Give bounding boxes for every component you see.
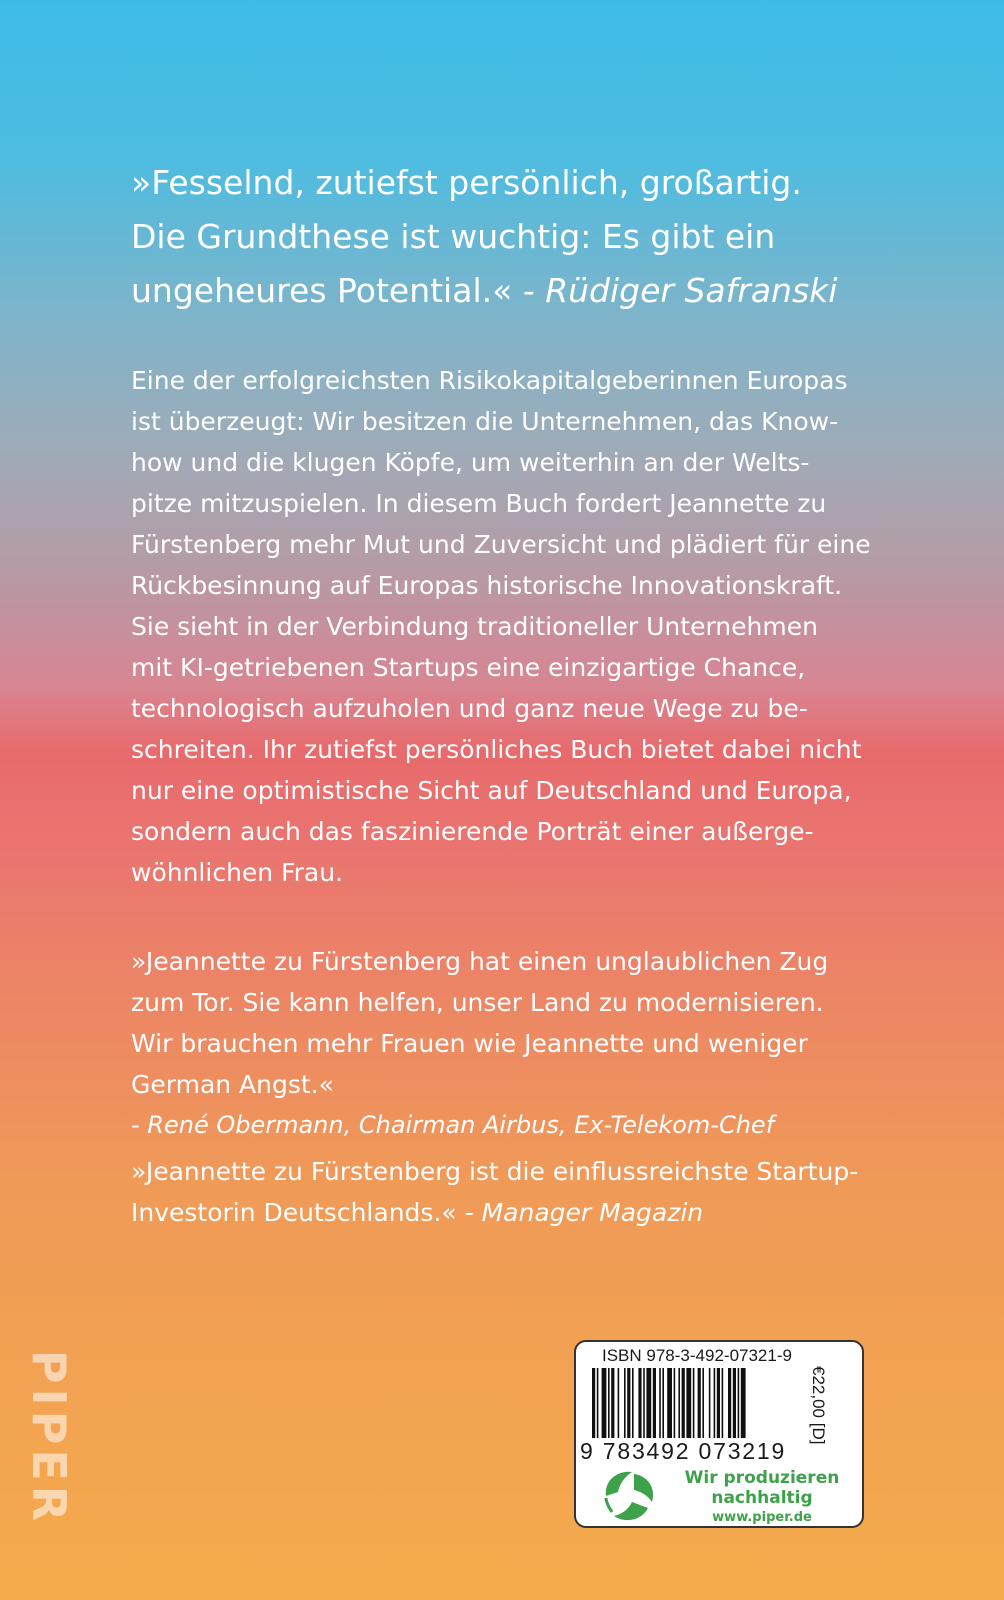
barcode-bar: [597, 1368, 599, 1438]
barcode-bar: [698, 1368, 701, 1438]
barcode-bar: [627, 1368, 630, 1438]
description-line: nur eine optimistische Sicht auf Deutschland und Europa,: [131, 776, 852, 805]
barcode-digits: 9 783492 073219: [580, 1438, 787, 1464]
isbn-number: ISBN 978-3-492-07321-9: [602, 1346, 792, 1365]
barcode-bar: [682, 1368, 685, 1438]
quote-source: - Manager Magazin: [464, 1198, 704, 1227]
description-line: pitze mitzuspielen. In diesem Buch fordert Jeannette zu: [131, 489, 827, 518]
description-line: Fürstenberg mehr Mut und Zuversicht und plädiert für eine: [131, 530, 871, 559]
barcode-bar: [686, 1368, 691, 1438]
description-line: sondern auch das faszinierende Porträt einer außerge-: [131, 817, 814, 846]
barcode-bar: [678, 1368, 680, 1438]
quote-attribution: - René Obermann, Chairman Airbus, Ex-Telekom-Chef: [131, 1111, 775, 1139]
description-line: Sie sieht in der Verbindung traditioneller Unternehmen: [131, 612, 818, 641]
quote-line: Wir brauchen mehr Frauen wie Jeannette und weniger: [131, 1029, 808, 1058]
description-line: Rückbesinnung auf Europas historische Innovationskraft.: [131, 571, 843, 600]
lead-quote: [131, 156, 891, 318]
quote-line: »Jeannette zu Fürstenberg ist die einflussreichste Startup-: [131, 1157, 859, 1186]
barcode-bar: [659, 1368, 661, 1438]
barcode-bar: [646, 1368, 651, 1438]
quote-line-with-source: [131, 1192, 891, 1233]
lead-quote-line-3: ungeheures Potential.«: [131, 271, 513, 310]
price-label: €22,00 [D]: [809, 1366, 828, 1445]
quote-line: German Angst.«: [131, 1070, 334, 1099]
quote-line: »Jeannette zu Fürstenberg hat einen unglaublichen Zug: [131, 947, 829, 976]
barcode-label: [574, 1340, 864, 1528]
barcode-bar: [592, 1368, 595, 1438]
barcode-bar: [638, 1368, 641, 1438]
endorsement-quote-obermann: [131, 941, 891, 1146]
barcode-bar: [643, 1368, 645, 1438]
barcode-bar: [632, 1368, 634, 1438]
barcode-bar: [611, 1368, 614, 1438]
barcode-bar: [624, 1368, 626, 1438]
lead-quote-author: - Rüdiger Safranski: [522, 271, 838, 310]
quote-line: Investorin Deutschlands.«: [131, 1198, 457, 1227]
barcode-bar: [741, 1368, 746, 1438]
barcode-bar: [733, 1368, 736, 1438]
barcode-bar: [717, 1368, 720, 1438]
publisher-url: www.piper.de: [712, 1510, 812, 1525]
barcode-icon: [592, 1368, 798, 1438]
barcode-bar: [602, 1368, 607, 1438]
book-description: [131, 360, 891, 893]
barcode-bar: [693, 1368, 695, 1438]
description-line: technologisch aufzuholen und ganz neue Wege zu be-: [131, 694, 808, 723]
description-line: wöhnlichen Frau.: [131, 858, 344, 887]
barcode-bar: [618, 1368, 620, 1438]
barcode-bar: [674, 1368, 676, 1438]
description-line: Eine der erfolgreichsten Risikokapitalgeberinnen Europas: [131, 366, 848, 395]
barcode-bar: [667, 1368, 672, 1438]
barcode-bar: [662, 1368, 664, 1438]
barcode-bar: [608, 1368, 610, 1438]
leaf-recycle-icon: [598, 1466, 662, 1526]
eco-line-1: Wir produzieren: [684, 1468, 840, 1488]
barcode-bar: [738, 1368, 740, 1438]
barcode-bar: [722, 1368, 724, 1438]
barcode-bar: [709, 1368, 711, 1438]
lead-quote-line-1: »Fesselnd, zutiefst persönlich, großartig.: [131, 163, 802, 202]
eco-line-2: nachhaltig: [711, 1488, 813, 1508]
publisher-name: PIPER: [22, 1349, 77, 1527]
endorsement-quote-manager-magazin: [131, 1151, 891, 1233]
eco-label: [672, 1468, 852, 1528]
description-line: ist überzeugt: Wir besitzen die Unternehmen, das Know-: [131, 407, 839, 436]
lead-quote-line-2: Die Grundthese ist wuchtig: Es gibt ein: [131, 217, 776, 256]
barcode-bar: [728, 1368, 731, 1438]
publisher-logo: [22, 1348, 77, 1528]
description-line: mit KI-getriebenen Startups eine einzigartige Chance,: [131, 653, 806, 682]
description-line: schreiten. Ihr zutiefst persönliches Buch bietet dabei nicht: [131, 735, 862, 764]
description-line: how und die klugen Köpfe, um weiterhin an der Welts-: [131, 448, 810, 477]
barcode-bar: [653, 1368, 656, 1438]
barcode-bar: [714, 1368, 716, 1438]
quote-line: zum Tor. Sie kann helfen, unser Land zu modernisieren.: [131, 988, 824, 1017]
barcode-bar: [702, 1368, 704, 1438]
